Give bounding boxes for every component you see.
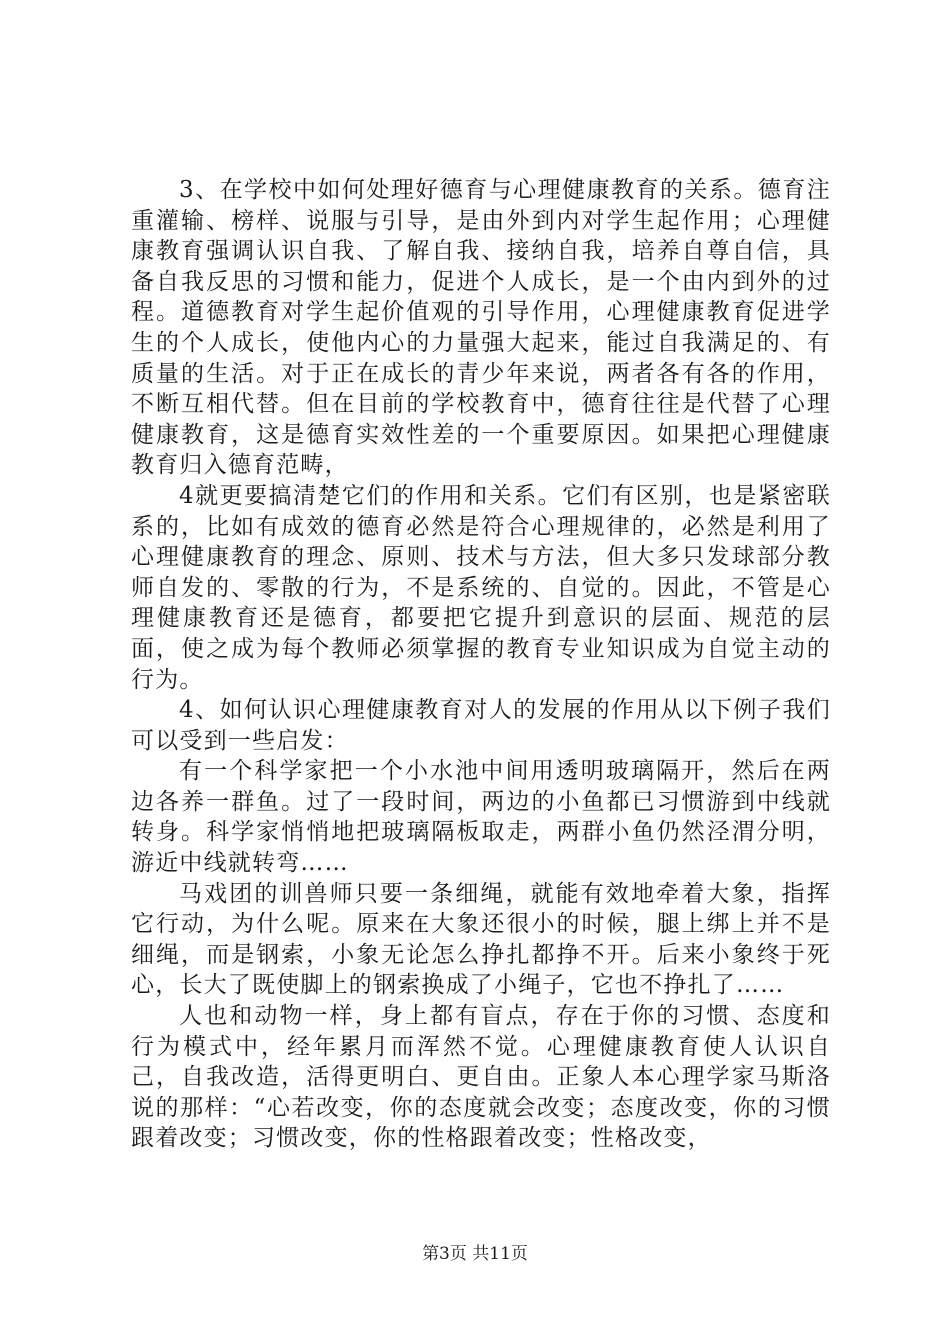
paragraph-fish-story: 有一个科学家把一个小水池中间用透明玻璃隔开，然后在两边各养一群鱼。过了一段时间，两边的小鱼都已习惯游到中线就转身。科学家悄悄地把玻璃隔板取走，两群小鱼仍然泾渭分明，游近中线就转弯…… bbox=[131, 758, 831, 877]
paragraph-relationship: 4就更要搞清楚它们的作用和关系。它们有区别，也是紧密联系的，比如有成效的德育必然是符合心理规律的，必然是利用了心理健康教育的理念、原则、技术与方法，但大多只发球部分教师自发的、零散的行为，不是系统的、自觉的。因此，不管是心理健康教育还是德育，都要把它提升到意识的层面、规范的层面，使之成为每个教师必须掌握的教育专业知识成为自觉主动的行为。 bbox=[131, 482, 831, 693]
paragraph-elephant-story: 马戏团的训兽师只要一条细绳，就能有效地牵着大象，指挥它行动，为什么呢。原来在大象还很小的时候，腿上绑上并不是细绳，而是钢索，小象无论怎么挣扎都挣不开。后来小象终于死心，长大了既使脚上的钢索换成了小绳子，它也不挣扎了…… bbox=[131, 880, 831, 999]
paragraph-blind-spots: 人也和动物一样，身上都有盲点，存在于你的习惯、态度和行为模式中，经年累月而浑然不觉。心理健康教育使人认识自己，自我改造，活得更明白、更自由。正象人本心理学家马斯洛说的那样：“心若改变，你的态度就会改变；态度改变，你的习惯跟着改变；习惯改变，你的性格跟着改变；性格改变， bbox=[131, 1003, 831, 1152]
paragraph-section-4-heading: 4、如何认识心理健康教育对人的发展的作用从以下例子我们可以受到一些启发： bbox=[131, 697, 831, 754]
paragraph-moral-vs-mental-health: 3、在学校中如何处理好德育与心理健康教育的关系。德育注重灌输、榜样、说服与引导，是由外到内对学生起作用；心理健康教育强调认识自我、了解自我、接纳自我，培养自尊自信，具备自我反思的习惯和能力，促进个人成长，是一个由内到外的过程。道德教育对学生起价值观的引导作用，心理健康教育促进学生的个人成长，使他内心的力量强大起来，能过自我满足的、有质量的生活。对于正在成长的青少年来说，两者各有各的作用，不断互相代替。但在目前的学校教育中，德育往往是代替了心理健康教育，这是德育实效性差的一个重要原因。如果把心理健康教育归入德育范畴， bbox=[131, 177, 831, 479]
page-footer: 第3页 共11页 bbox=[422, 1244, 528, 1264]
body-text bbox=[131, 175, 831, 1154]
